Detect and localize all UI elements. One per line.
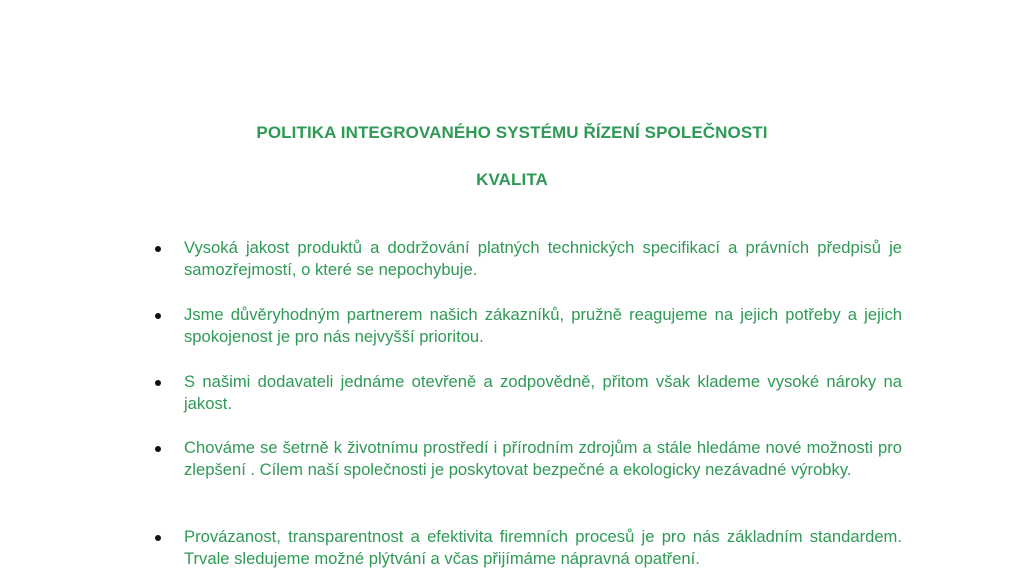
policy-bullet-text: Vysoká jakost produktů a dodržování platných technických specifikací a právních předpisů je samozřejmostí, o které se nepochybuje. [184, 238, 902, 279]
bullet-dot-icon [155, 535, 161, 541]
bullet-dot-icon [155, 313, 161, 319]
document-subtitle: KVALITA [476, 170, 548, 189]
policy-bullet-text: Chováme se šetrně k životnímu prostředí i přírodním zdrojům a stále hledáme nové možnosti pro zlepšení . Cílem naší společnosti je poskytovat bezpečné a ekologicky nezávadné výrobky. [184, 438, 902, 479]
document-title: POLITIKA INTEGROVANÉHO SYSTÉMU ŘÍZENÍ SPOLEČNOSTI [256, 123, 768, 142]
bullet-dot-icon [155, 446, 161, 452]
policy-bullet-text: S našimi dodavateli jednáme otevřeně a zodpovědně, přitom však klademe vysoké nároky na jakost. [184, 372, 902, 413]
bullet-dot-icon [155, 380, 161, 386]
policy-bullet-text: Jsme důvěryhodným partnerem našich zákazníků, pružně reagujeme na jejich potřeby a jejich spokojenost je pro nás nejvyšší prioritou. [184, 305, 902, 346]
bullet-dot-icon [155, 246, 161, 252]
policy-bullet-text: Provázanost, transparentnost a efektivita firemních procesů je pro nás základním standardem. Trvale sledujeme možné plýtvání a včas přijímáme nápravná opatření. [184, 527, 902, 568]
